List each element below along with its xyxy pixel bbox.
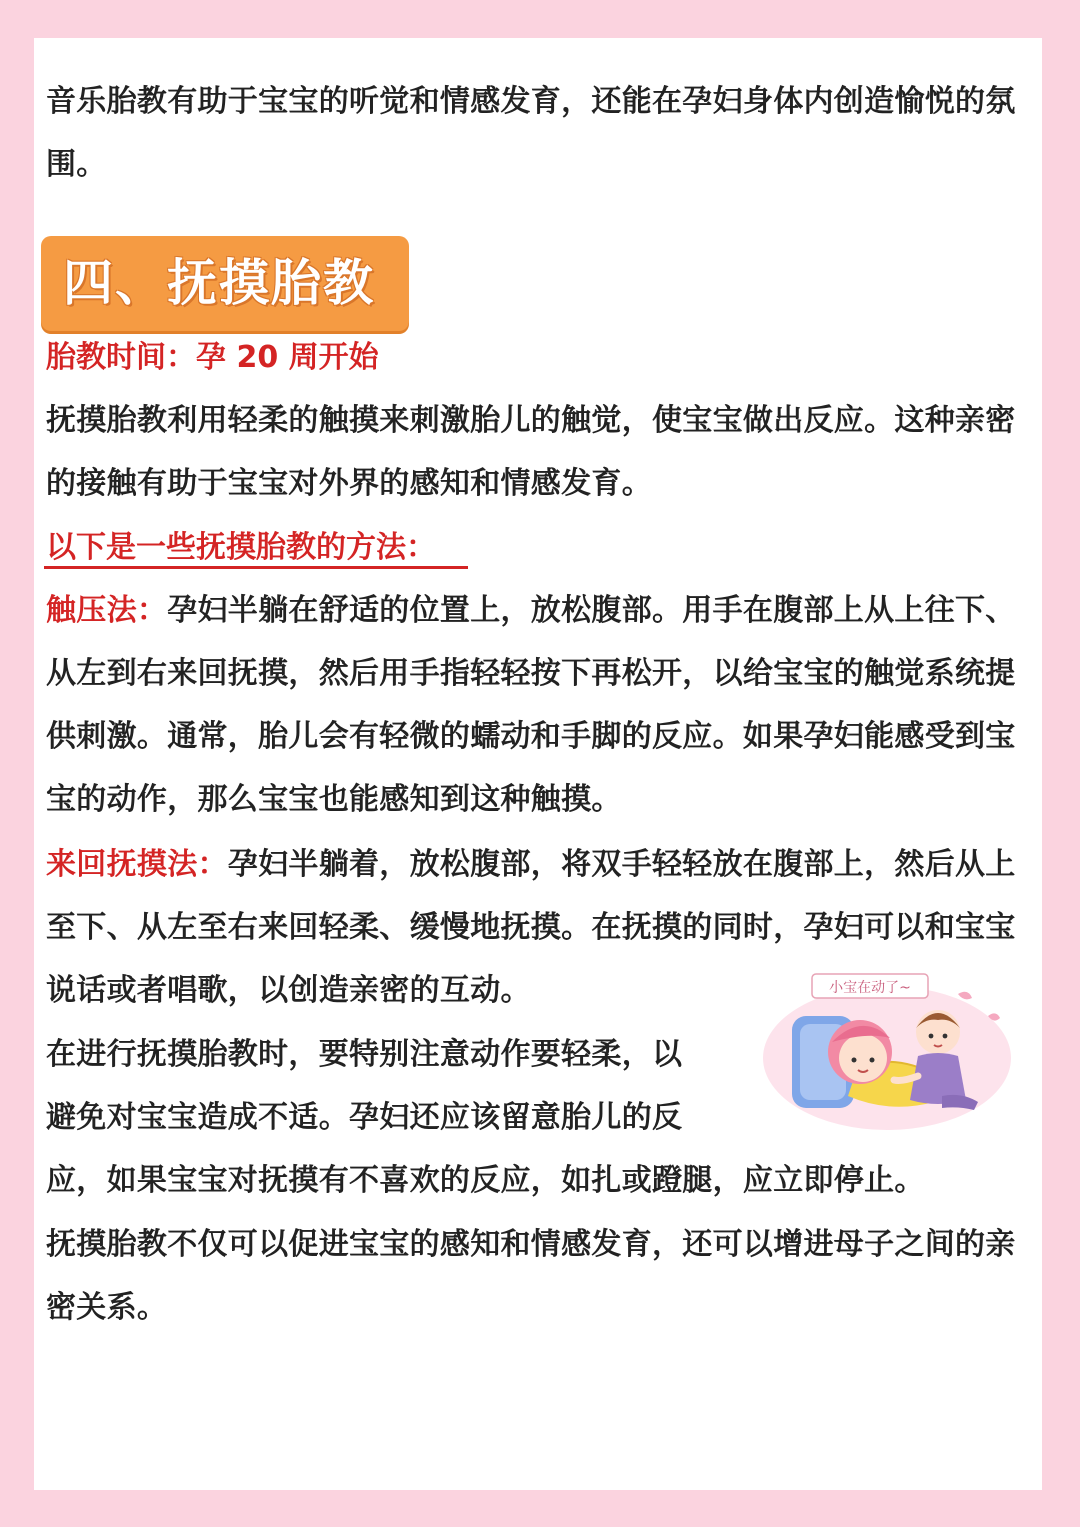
- method-press-paragraph: [46, 579, 1041, 831]
- caution-line-1: 在进行抚摸胎教时，要特别注意动作要轻柔，以: [46, 1037, 683, 1072]
- method-press-name: 触压法：: [46, 593, 168, 628]
- time-label: 胎教时间：孕 20 周开始: [46, 340, 379, 375]
- method-stroke-name: 来回抚摸法：: [46, 847, 228, 882]
- method-press-text: 孕妇半躺在舒适的位置上，放松腹部。用手在腹部上从上往下、从左到右来回抚摸，然后用手指轻轻按下再松开，以给宝宝的触觉系统提供刺激。通常，胎儿会有轻微的蠕动和手脚的反应。如果孕妇能感受到宝宝的动作，那么宝宝也能感知到这种触摸。: [46, 593, 1016, 817]
- section-title: 四、抚摸胎教: [63, 254, 375, 312]
- methods-heading: 以下是一些抚摸胎教的方法：: [46, 530, 436, 565]
- illustration-caption: 小宝在动了~: [829, 980, 911, 996]
- closing-paragraph: 抚摸胎教不仅可以促进宝宝的感知和情感发育，还可以增进母子之间的亲密关系。: [46, 1227, 1016, 1325]
- intro-paragraph: 音乐胎教有助于宝宝的听觉和情感发育，还能在孕妇身体内创造愉悦的氛围。: [46, 84, 1016, 182]
- section-description: 抚摸胎教利用轻柔的触摸来刺激胎儿的触觉，使宝宝做出反应。这种亲密的接触有助于宝宝对外界的感知和情感发育。: [46, 403, 1016, 501]
- methods-heading-underline: [44, 566, 468, 569]
- caution-line-3: 应，如果宝宝对抚摸有不喜欢的反应，如扎或蹬腿，应立即停止。: [46, 1163, 925, 1198]
- section-banner: [41, 236, 409, 331]
- caution-line-2: 避免对宝宝造成不适。孕妇还应该留意胎儿的反: [46, 1100, 683, 1135]
- mother-baby-illustration: [762, 966, 1012, 1132]
- method-stroke-text: 孕妇半躺着，放松腹部，将双手轻轻放在腹部上，然后从上至下、从左至右来回轻柔、缓慢地抚摸。在抚摸的同时，孕妇可以和宝宝说话或者唱歌，以创造亲密的互动。: [46, 847, 1016, 1008]
